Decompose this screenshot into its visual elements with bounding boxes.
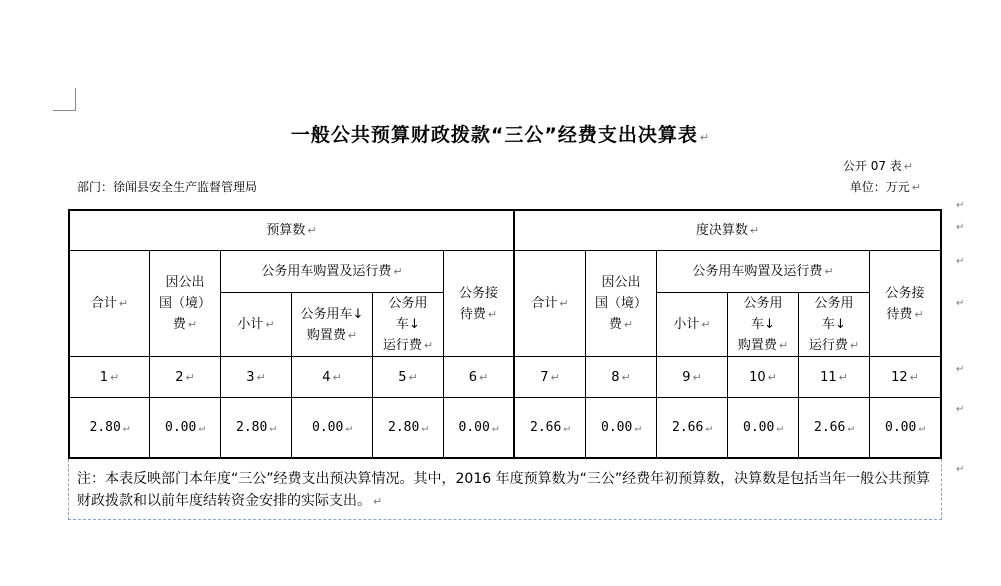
- value-cell: 2.66 ↵: [799, 398, 870, 457]
- header-reception: 公务接 待费 ↵: [444, 251, 515, 357]
- header-subtotal: 小计 ↵: [221, 293, 292, 357]
- value-cell: 2.66 ↵: [657, 398, 728, 457]
- value-cell: 0.00 ↵: [586, 398, 657, 457]
- row-end-mark: ↵: [956, 464, 965, 475]
- header-reception-final: 公务接 待费 ↵: [870, 251, 940, 357]
- value-cell: 0.00 ↵: [150, 398, 221, 457]
- expense-table: [68, 209, 942, 459]
- row-end-mark: ↵: [956, 404, 965, 415]
- crop-mark: [75, 88, 76, 110]
- header-abroad: 因公出 国（境） 费 ↵: [150, 251, 221, 357]
- value-cell: 2.80 ↵: [221, 398, 292, 457]
- value-cell: 0.00 ↵: [885, 420, 925, 435]
- index-cell: 11 ↵: [799, 357, 870, 398]
- value-cell: 2.80 ↵: [70, 398, 150, 457]
- header-operation-final: 公务用 车↓ 运行费 ↵: [799, 293, 870, 357]
- unit-label: 单位：万元 ↵: [849, 180, 921, 194]
- form-number: 公开 07 表 ↵: [842, 159, 913, 173]
- table-note: 注：本表反映部门本年度“三公”经费支出预决算情况。其中，2016 年度预算数为“三公”经费年初预算数，决算数是包括当年一般公共预算财政拨款和以前年度结转资金安排的实际支出。 ↵: [68, 459, 942, 520]
- index-cell: 2 ↵: [150, 357, 221, 398]
- header-total: 合计 ↵: [70, 251, 150, 357]
- paragraph-mark: ↵: [699, 131, 711, 144]
- value-cell: 0.00 ↵: [728, 398, 799, 457]
- budget-header: 预算数 ↵: [70, 211, 515, 251]
- row-end-mark: ↵: [956, 298, 965, 309]
- header-total-final: 合计 ↵: [515, 251, 586, 357]
- header-abroad-final: 因公出 国（境） 费 ↵: [586, 251, 657, 357]
- row-end-mark: ↵: [956, 200, 965, 211]
- value-cell: 2.66 ↵: [515, 398, 586, 457]
- row-end-mark: ↵: [956, 256, 965, 267]
- header-purchase: 公务用车↓ 购置费 ↵: [292, 293, 373, 357]
- index-cell: 4 ↵: [292, 357, 373, 398]
- value-cell: 0.00 ↵: [292, 398, 373, 457]
- value-cell: 0.00 ↵: [444, 398, 515, 457]
- page-title: 一般公共预算财政拨款“三公”经费支出决算表 ↵: [290, 124, 711, 146]
- index-cell: 8 ↵: [586, 357, 657, 398]
- header-vehicle-group-final: 公务用车购置及运行费 ↵: [657, 251, 870, 293]
- header-vehicle-group: 公务用车购置及运行费 ↵: [221, 251, 444, 293]
- row-end-mark: ↵: [956, 364, 965, 375]
- index-cell: 7 ↵: [515, 357, 586, 398]
- index-cell: 6 ↵: [444, 357, 515, 398]
- value-cell: 2.80 ↵: [373, 398, 444, 457]
- index-cell: 5 ↵: [373, 357, 444, 398]
- header-operation: 公务用 车↓ 运行费 ↵: [373, 293, 444, 357]
- crop-mark: [53, 110, 76, 111]
- index-cell: 12 ↵: [870, 357, 940, 398]
- department-label: 部门：徐闻县安全生产监督管理局: [77, 180, 258, 194]
- header-subtotal-final: 小计 ↵: [657, 293, 728, 357]
- final-header: 度决算数 ↵: [515, 211, 940, 251]
- row-end-mark: ↵: [956, 222, 965, 233]
- index-cell: 3 ↵: [221, 357, 292, 398]
- index-cell: 1 ↵: [70, 357, 150, 398]
- index-cell: 10 ↵: [728, 357, 799, 398]
- header-purchase-final: 公务用 车↓ 购置费 ↵: [728, 293, 799, 357]
- index-cell: 9 ↵: [657, 357, 728, 398]
